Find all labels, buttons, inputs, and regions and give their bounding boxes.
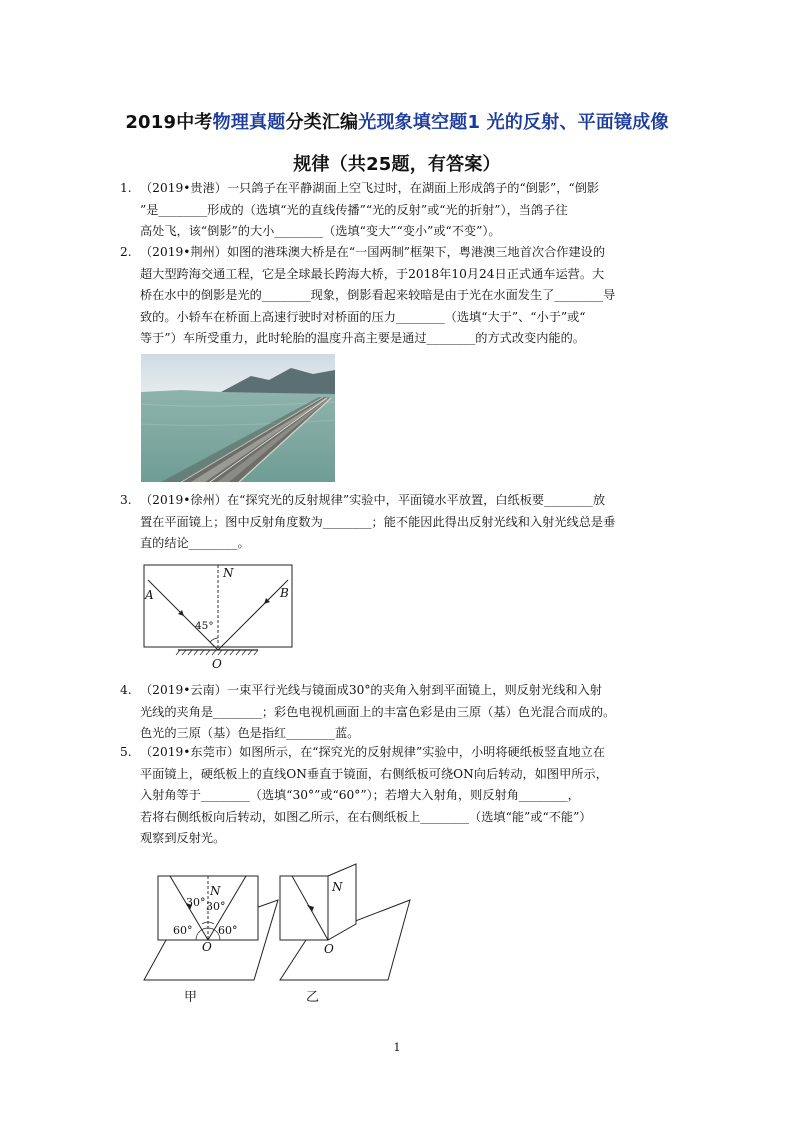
question-line: 超大型跨海交通工程，它是全球最长跨海大桥，于2018年10月24日正式通车运营。大 bbox=[140, 266, 605, 281]
angle-30-right-label: 30° bbox=[206, 900, 226, 913]
question-line: 直的结论________。 bbox=[140, 536, 250, 550]
question-line: 置在平面镜上；图中反射角度数为________；能不能因此得出反射光线和入射光线总是垂 bbox=[140, 514, 616, 529]
question-line: 若将右侧纸板向后转动，如图乙所示，在右侧纸板上________（选填“能”或“不能”） bbox=[140, 809, 592, 824]
angle-60-left-label: 60° bbox=[173, 924, 193, 937]
reflection-diagram-q3 bbox=[140, 562, 300, 674]
point-a-label: A bbox=[145, 588, 154, 602]
question-line: （2019•荆州）如图的港珠澳大桥是在“一国两制”框架下，粤港澳三地首次合作建设的 bbox=[140, 245, 606, 259]
angle-30-left-label: 30° bbox=[186, 896, 206, 909]
reflection-diagram-jia bbox=[140, 872, 280, 1007]
question-3 bbox=[120, 490, 676, 555]
title-part4: 光现象填空题 bbox=[358, 112, 468, 133]
question-line: （2019•东莞市）如图所示，在“探究光的反射规律”实验中，小明将硬纸板竖直地立在 bbox=[140, 745, 606, 759]
title-part2: 物理真题 bbox=[212, 112, 286, 133]
bridge-photo bbox=[141, 354, 335, 482]
question-number: 1. bbox=[120, 181, 132, 195]
question-4 bbox=[120, 680, 676, 745]
page-number: 1 bbox=[393, 1041, 401, 1054]
normal-label: N bbox=[332, 880, 343, 894]
angle-60-right-label: 60° bbox=[218, 924, 238, 937]
title-part5: 1 光的反射、平面镜成像 bbox=[467, 112, 669, 133]
figure-caption-yi: 乙 bbox=[306, 990, 320, 1005]
question-line: 光线的夹角是________；彩色电视机画面上的丰富色彩是由三原（基）色光混合而成的。 bbox=[140, 704, 616, 719]
reflection-diagram-yi bbox=[278, 860, 413, 1007]
question-number: 5. bbox=[120, 745, 132, 759]
question-line: 入射角等于________（选填“30°”或“60°”）；若增大入射角，则反射角________， bbox=[140, 788, 580, 802]
question-number: 3. bbox=[120, 493, 132, 507]
point-o-label: O bbox=[324, 942, 334, 956]
title-part1: 2019中考 bbox=[125, 112, 213, 133]
document-title bbox=[0, 108, 794, 134]
point-o-label: O bbox=[202, 940, 212, 954]
figure-caption-jia: 甲 bbox=[184, 990, 198, 1005]
question-line: 色光的三原（基）色是指红________蓝。 bbox=[140, 726, 360, 740]
question-line: 观察到反射光。 bbox=[140, 831, 226, 845]
normal-label: N bbox=[223, 566, 234, 580]
question-line: 高处飞，该“倒影”的大小________（选填“变大”“变小”或“不变”）。 bbox=[140, 224, 501, 238]
question-line: （2019•云南）一束平行光线与镜面成30°的夹角入射到平面镜上，则反射光线和入射 bbox=[140, 683, 602, 697]
question-line: （2019•贵港）一只鸽子在平静湖面上空飞过时，在湖面上形成鸽子的“倒影”，“倒影 bbox=[140, 181, 600, 195]
point-o-label: O bbox=[212, 657, 222, 671]
question-line: （2019•徐州）在“探究光的反射规律”实验中，平面镜水平放置，白纸板要________放 bbox=[140, 493, 606, 507]
document-subtitle: 规律（共25题，有答案） bbox=[293, 154, 501, 175]
question-number: 2. bbox=[120, 245, 132, 259]
title-part3: 分类汇编 bbox=[285, 112, 359, 133]
question-5 bbox=[120, 742, 676, 850]
question-line: 等于”）车所受重力，此时轮胎的温度升高主要是通过________的方式改变内能的。 bbox=[140, 331, 585, 345]
normal-label: N bbox=[210, 884, 221, 898]
point-b-label: B bbox=[280, 586, 289, 600]
question-number: 4. bbox=[120, 683, 132, 697]
question-line: 致的。小轿车在桥面上高速行驶时对桥面的压力________（选填“大于”、“小于”或“ bbox=[140, 309, 586, 324]
question-line: 桥在水中的倒影是光的________现象，倒影看起来较暗是由于光在水面发生了________导 bbox=[140, 288, 616, 302]
angle-label: 45° bbox=[195, 620, 214, 632]
question-line: 平面镜上，硬纸板上的直线ON垂直于镜面，右侧纸板可绕ON向后转动，如图甲所示， bbox=[140, 766, 608, 781]
question-line: ”是________形成的（选填“光的直线传播”“光的反射”或“光的折射”），当鸽子往 bbox=[140, 202, 568, 217]
question-1 bbox=[120, 178, 676, 243]
question-2 bbox=[120, 242, 676, 350]
